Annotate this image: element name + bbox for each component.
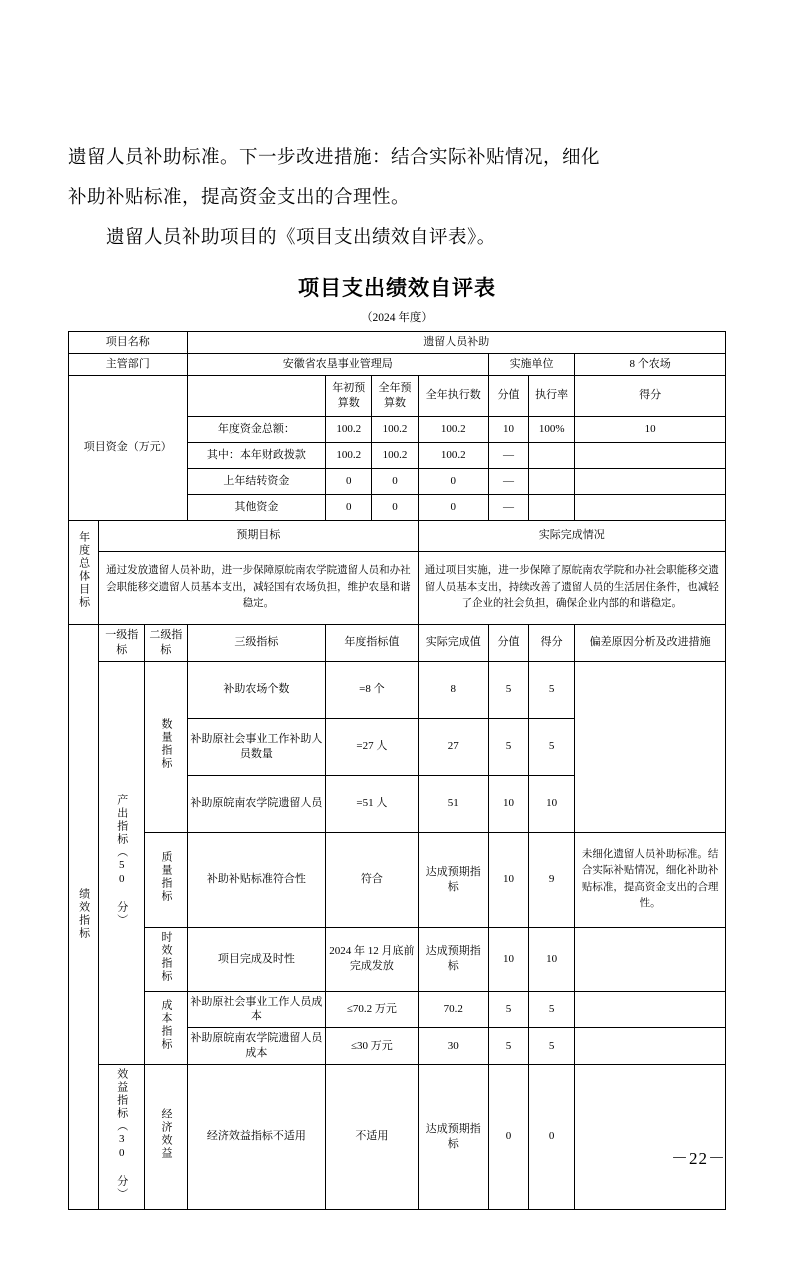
score: 10 (529, 775, 575, 832)
table-row (69, 551, 726, 624)
score: 5 (529, 661, 575, 718)
fund-row-score (575, 468, 726, 494)
intro-line-3: 遗留人员补助项目的《项目支出绩效自评表》。 (106, 228, 496, 248)
fund-row-score-value: 10 (488, 416, 528, 442)
exec-rate-header: 执行率 (529, 375, 575, 416)
perf-label: 绩效指标 (69, 624, 99, 1209)
fund-row-name: 上年结转资金 (187, 468, 326, 494)
level3-indicator: 补助原皖南农学院遗留人员 (187, 775, 326, 832)
table-row (69, 375, 726, 416)
level3-indicator: 补助原皖南农学院遗留人员成本 (187, 1028, 326, 1065)
level3-indicator: 补助原社会事业工作人员成本 (187, 991, 326, 1028)
actual-goal-text: 通过项目实施，进一步保障了原皖南农学院和办社会职能移交遗留人员基本支出，持续改善了遗留人员的生活居住条件，也减轻了企业的社会负担，确保企业内部的和谐稳定。 (418, 551, 725, 624)
table-row (69, 624, 726, 661)
score-value: 0 (488, 1064, 528, 1209)
actual-value: 8 (418, 661, 488, 718)
expected-goal-header: 预期目标 (99, 520, 418, 551)
score-value: 10 (488, 775, 528, 832)
unit-value: 8 个农场 (575, 353, 726, 375)
year-target-value: 符合 (326, 832, 418, 927)
fund-row-exec: 100.2 (418, 442, 488, 468)
table-row (69, 991, 726, 1028)
fund-row-score: 10 (575, 416, 726, 442)
year-target-value: =51 人 (326, 775, 418, 832)
level3-indicator: 补助原社会事业工作补助人员数量 (187, 718, 326, 775)
score-value: 10 (488, 927, 528, 991)
score-value-header: 分值 (488, 375, 528, 416)
score: 5 (529, 1028, 575, 1065)
analysis-cell: 未细化遗留人员补助标准。结合实际补贴情况，细化补助补贴标准，提高资金支出的合理性。 (575, 832, 726, 927)
level2-header: 二级指标 (145, 624, 187, 661)
score: 10 (529, 927, 575, 991)
intro-line-1: 遗留人员补助标准。下一步改进措施：结合实际补贴情况，细化 (68, 148, 601, 168)
dept-value: 安徽省农垦事业管理局 (187, 353, 488, 375)
level2-quality: 质量指标 (145, 832, 187, 927)
table-row (69, 332, 726, 354)
fund-row-score (575, 442, 726, 468)
year-target-value: 2024 年 12 月底前完成发放 (326, 927, 418, 991)
score: 9 (529, 832, 575, 927)
level2-economic-benefit: 经济效益 (145, 1064, 187, 1209)
score: 0 (529, 1064, 575, 1209)
analysis-cell (575, 927, 726, 991)
score: 5 (529, 718, 575, 775)
analysis-cell (575, 991, 726, 1028)
fund-row-score (575, 494, 726, 520)
actual-value: 70.2 (418, 991, 488, 1028)
level3-indicator: 经济效益指标不适用 (187, 1064, 326, 1209)
year-target-value: ≤70.2 万元 (326, 991, 418, 1028)
analysis-cell (575, 1028, 726, 1065)
funds-label: 项目资金（万元） (69, 375, 188, 520)
actual-goal-header: 实际完成情况 (418, 520, 725, 551)
page-title: 项目支出绩效自评表 (298, 277, 496, 300)
level2-cost: 成本指标 (145, 991, 187, 1064)
year-target-value: ≤30 万元 (326, 1028, 418, 1065)
table-row (69, 927, 726, 991)
fund-row-full-budget: 0 (372, 494, 418, 520)
ind-score-header: 得分 (529, 624, 575, 661)
level2-quantity: 数量指标 (145, 661, 187, 832)
score-value: 5 (488, 991, 528, 1028)
analysis-header: 偏差原因分析及改进措施 (575, 624, 726, 661)
intro-line-2: 补助补贴标准，提高资金支出的合理性。 (68, 188, 411, 208)
table-row (69, 661, 726, 718)
actual-value: 30 (418, 1028, 488, 1065)
intro-paragraphs (68, 138, 726, 258)
actual-value: 达成预期指标 (418, 927, 488, 991)
fund-row-name: 其他资金 (187, 494, 326, 520)
fund-row-score-value: — (488, 468, 528, 494)
year-target-value: =27 人 (326, 718, 418, 775)
project-name-label: 项目名称 (69, 332, 188, 354)
ind-score-value-header: 分值 (488, 624, 528, 661)
unit-label: 实施单位 (488, 353, 574, 375)
fund-row-score-value: — (488, 442, 528, 468)
actual-value: 51 (418, 775, 488, 832)
level1-header: 一级指标 (99, 624, 145, 661)
benefit-label: 效益指标（30 分） (99, 1064, 145, 1209)
annual-goal-label: 年度总体目标 (69, 520, 99, 624)
funds-blank-header (187, 375, 326, 416)
fund-row-score-value: — (488, 494, 528, 520)
fund-row-exec-rate (529, 442, 575, 468)
fund-row-full-budget: 100.2 (372, 442, 418, 468)
fund-row-exec-rate (529, 468, 575, 494)
expected-goal-text: 通过发放遗留人员补助，进一步保障原皖南农学院遗留人员和办社会职能移交遗留人员基本支出，减轻国有农场负担，维护农垦和谐稳定。 (99, 551, 418, 624)
year-target-value: 不适用 (326, 1064, 418, 1209)
analysis-cell (575, 661, 726, 832)
year-budget-header: 年初预算数 (326, 375, 372, 416)
fund-row-year-budget: 100.2 (326, 442, 372, 468)
full-budget-header: 全年预算数 (372, 375, 418, 416)
fund-row-exec: 100.2 (418, 416, 488, 442)
page-number: －22－ (671, 1149, 726, 1168)
fund-row-year-budget: 0 (326, 494, 372, 520)
year-target-header: 年度指标值 (326, 624, 418, 661)
score-value: 10 (488, 832, 528, 927)
analysis-cell (575, 1064, 726, 1209)
actual-header: 实际完成值 (418, 624, 488, 661)
level2-timeliness: 时效指标 (145, 927, 187, 991)
actual-value: 达成预期指标 (418, 1064, 488, 1209)
fund-row-exec-rate: 100% (529, 416, 575, 442)
table-row (69, 520, 726, 551)
level3-indicator: 补助农场个数 (187, 661, 326, 718)
performance-self-evaluation-table (68, 331, 726, 1210)
score-value: 5 (488, 1028, 528, 1065)
fund-row-year-budget: 0 (326, 468, 372, 494)
year-target-value: =8 个 (326, 661, 418, 718)
fund-row-full-budget: 100.2 (372, 416, 418, 442)
level3-indicator: 补助补贴标准符合性 (187, 832, 326, 927)
fund-row-exec: 0 (418, 468, 488, 494)
document-page (0, 138, 794, 1261)
score: 5 (529, 991, 575, 1028)
dept-label: 主管部门 (69, 353, 188, 375)
level3-header: 三级指标 (187, 624, 326, 661)
table-row (69, 353, 726, 375)
project-name-value: 遗留人员补助 (187, 332, 725, 354)
score-value: 5 (488, 661, 528, 718)
fund-row-exec-rate (529, 494, 575, 520)
fund-row-name: 其中：本年财政拨款 (187, 442, 326, 468)
page-subtitle: （2024 年度） (361, 312, 433, 324)
actual-value: 27 (418, 718, 488, 775)
exec-header: 全年执行数 (418, 375, 488, 416)
score-value: 5 (488, 718, 528, 775)
table-row (69, 1064, 726, 1209)
actual-value: 达成预期指标 (418, 832, 488, 927)
level3-indicator: 项目完成及时性 (187, 927, 326, 991)
table-row (69, 832, 726, 927)
fund-row-exec: 0 (418, 494, 488, 520)
fund-row-year-budget: 100.2 (326, 416, 372, 442)
output-label: 产出指标（50 分） (99, 661, 145, 1064)
score-header: 得分 (575, 375, 726, 416)
fund-row-name: 年度资金总额： (187, 416, 326, 442)
fund-row-full-budget: 0 (372, 468, 418, 494)
